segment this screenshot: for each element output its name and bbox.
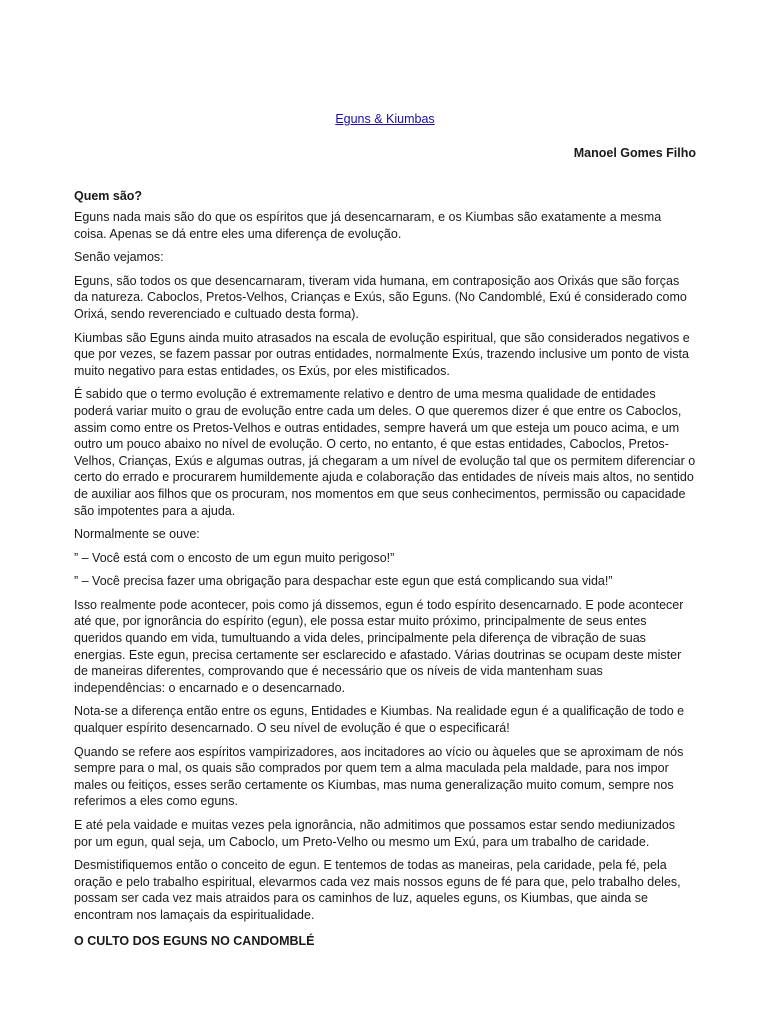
paragraph-11: Quando se refere aos espíritos vampirizadores, aos incitadores ao vício ou àqueles que se aproximam de nós sempre para o mal, os quais são comprados por quem tem a alma maculada pela maldade, para nos impor males ou feitiços, esses serão certamente os Kiumbas, mas numa generalização muito comum, sempre nos referimos a eles como eguns.: [74, 744, 684, 809]
paragraph-6: Normalmente se ouve:: [74, 527, 200, 542]
title-link[interactable]: Eguns & Kiumbas: [335, 112, 435, 126]
paragraph-4: Kiumbas são Eguns ainda muito atrasados na escala de evolução espiritual, que são considerados negativos e que por vezes, se fazem passar por outras entidades, normalmente Exús, trazendo inclusive um ponto de vista muito negativo para estas entidades, os Exús, por eles mistificados.: [74, 330, 690, 378]
document-page: [74, 110, 696, 950]
paragraph-9: Isso realmente pode acontecer, pois como já dissemos, egun é todo espírito desencarnado. E pode acontecer até que, por ignorância do espírito (egun), ele possa estar muito próximo, principalmente de seus entes queridos quando em vida, tumultuando a vida deles, principalmente pela diferença de vibração de suas energias. Este egun, precisa certamente ser esclarecido e afastado. Várias doutrinas se ocupam deste mister de maneiras diferentes, comprovando que é necessário que os níveis de vida mantenham suas independências: o encarnado e o desencarnado.: [74, 597, 684, 695]
paragraph-12: E até pela vaidade e muitas vezes pela ignorância, não admitimos que possamos estar sendo mediunizados por um egun, qual seja, um Caboclo, um Preto-Velho ou mesmo um Exú, para um trabalho de caridade.: [74, 818, 676, 849]
paragraph-1: Eguns nada mais são do que os espíritos que já desencarnaram, e os Kiumbas são exatamente a mesma coisa. Apenas se dá entre eles uma diferença de evolução.: [74, 210, 662, 241]
paragraph-8: ” – Você precisa fazer uma obrigação para despachar este egun que está complicando sua vida!”: [74, 574, 613, 589]
author-name: Manoel Gomes Filho: [573, 146, 696, 160]
paragraph-2: Senão vejamos:: [74, 250, 164, 265]
paragraph-7: ” – Você está com o encosto de um egun muito perigoso!”: [74, 550, 395, 565]
paragraph-13: Desmistifiquemos então o conceito de egun. E tentemos de todas as maneiras, pela caridade, pela fé, pela oração e pelo trabalho espiritual, elevarmos cada vez mais nossos eguns de fé para que, pelo trabalho deles, possam ser cada vez mais atraidos para os caminhos de luz, aqueles eguns, os Kiumbas, que ainda se encontram nos lamaçais da espiritualidade.: [74, 858, 681, 922]
section-heading: Quem são?: [74, 189, 143, 203]
paragraph-5: É sabido que o termo evolução é extremamente relativo e dentro de uma mesma qualidade de entidades poderá variar muito o grau de evolução entre cada um deles. O que queremos dizer é que entre os Caboclos, assim como entre os Pretos-Velhos e outras entidades, sempre haverá um que esteja um pouco acima, e um outro um pouco abaixo no nível de evolução. O certo, no entanto, é que estas entidades, Caboclos, Pretos-Velhos, Crianças, Exús e algumas outras, já chegaram a um nível de evolução tal que os permitem diferenciar o certo do errado e procurarem humildemente ajuda e colaboração das entidades de níveis mais altos, no sentido de auxiliar aos filhos que os procuram, nos momentos em que seus conhecimentos, permissão ou capacidade são impotentes para a ajuda.: [74, 387, 696, 518]
final-section-heading: O CULTO DOS EGUNS NO CANDOMBLÉ: [74, 933, 315, 948]
paragraph-10: Nota-se a diferença então entre os eguns, Entidades e Kiumbas. Na realidade egun é a qualificação de todo e qualquer espírito desencarnado. O seu nível de evolução é que o especificará!: [74, 704, 685, 736]
document-title: [74, 110, 696, 128]
paragraph-3: Eguns, são todos os que desencarnaram, tiveram vida humana, em contraposição aos Orixás que são forças da natureza. Caboclos, Pretos-Velhos, Crianças e Exús, são Eguns. (No Candomblé, Exú é considerado como Orixá, sendo reverenciado e cultuado desta forma).: [74, 273, 687, 321]
